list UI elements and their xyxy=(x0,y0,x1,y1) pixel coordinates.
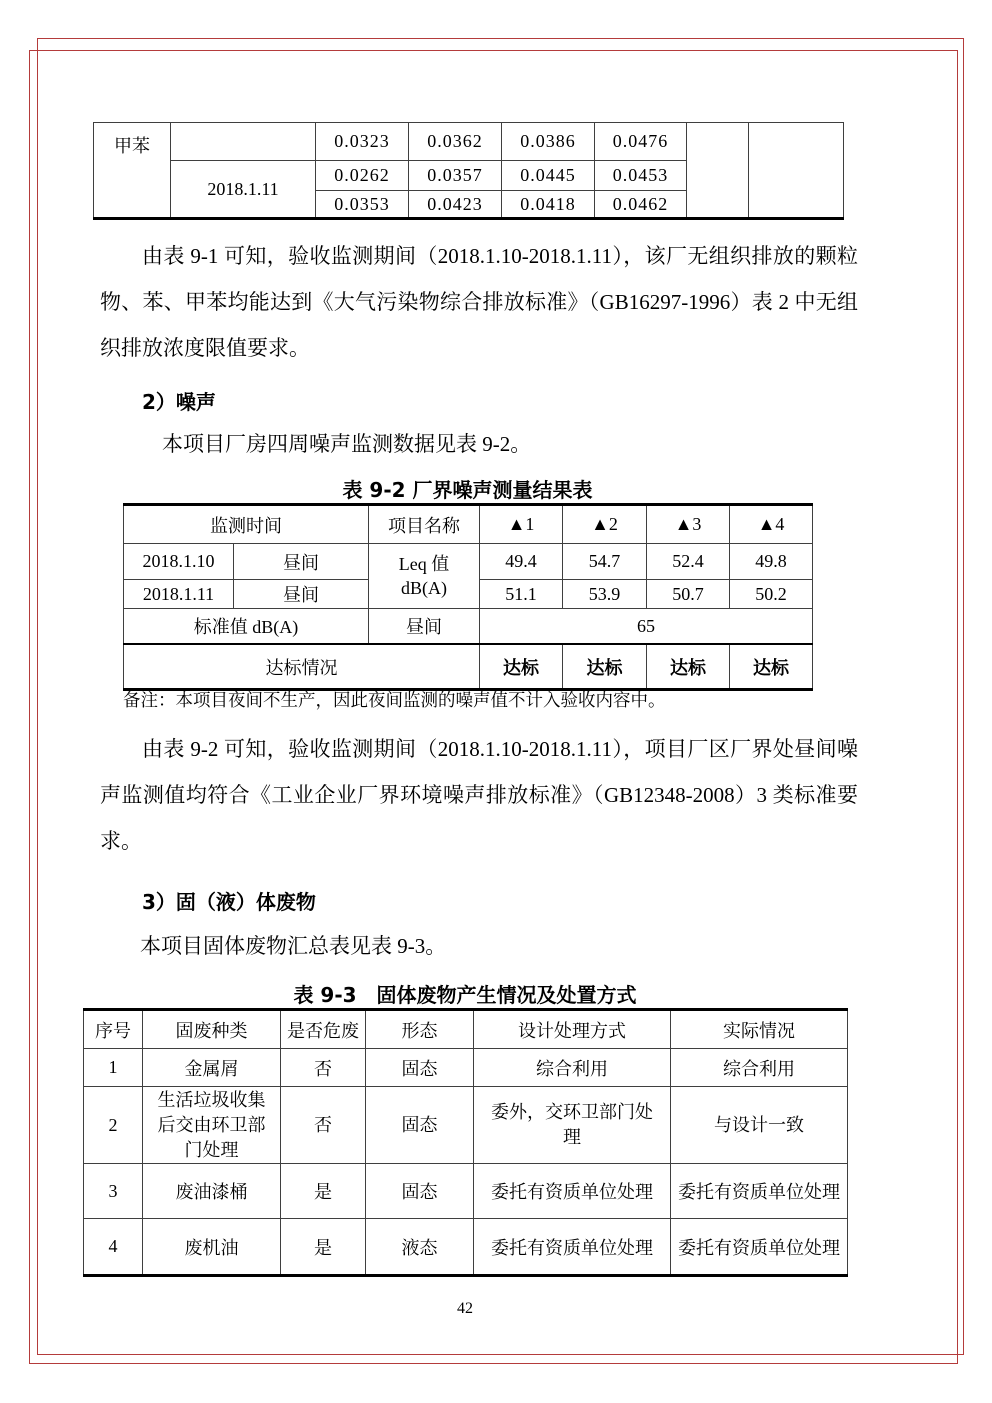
date-cell: 2018.1.10 xyxy=(124,544,234,580)
table92-footnote: 备注：本项目夜间不生产，因此夜间监测的噪声值不计入验收内容中。 xyxy=(123,690,666,710)
waste-row-cell: 生活垃圾收集后交由环卫部门处理 xyxy=(143,1087,281,1164)
value-cell: 0.0262 xyxy=(316,161,409,191)
leq-value: 50.2 xyxy=(730,580,813,609)
empty-date-cell xyxy=(171,123,316,161)
value-cell: 0.0323 xyxy=(316,123,409,161)
waste-row-cell: 委托有资质单位处理 xyxy=(671,1219,848,1276)
leq-line2: dB(A) xyxy=(401,578,447,598)
header-form: 形态 xyxy=(366,1010,474,1049)
header-point-1: ▲1 xyxy=(480,505,563,544)
leq-value: 54.7 xyxy=(563,544,647,580)
date-cell: 2018.1.11 xyxy=(171,161,316,219)
waste-row-cell: 固态 xyxy=(366,1087,474,1164)
waste-row-cell: 固态 xyxy=(366,1164,474,1219)
leq-value: 49.8 xyxy=(730,544,813,580)
waste-row-cell: 委托有资质单位处理 xyxy=(474,1164,671,1219)
compliance-cell: 达标 xyxy=(480,644,563,690)
standard-period: 昼间 xyxy=(369,609,480,645)
noise-measurement-table xyxy=(123,503,813,691)
section-heading-noise: 2）噪声 xyxy=(142,390,216,414)
fugitive-emission-table xyxy=(93,122,844,220)
header-hazardous: 是否危废 xyxy=(281,1010,366,1049)
value-cell: 0.0476 xyxy=(595,123,687,161)
noise-intro-text: 本项目厂房四周噪声监测数据见表 9-2。 xyxy=(162,432,532,456)
waste-row-cell: 固态 xyxy=(366,1049,474,1087)
value-cell: 0.0386 xyxy=(502,123,595,161)
waste-row-cell: 否 xyxy=(281,1087,366,1164)
header-designed-disposal: 设计处理方式 xyxy=(474,1010,671,1049)
waste-row-cell: 液态 xyxy=(366,1219,474,1276)
leq-value: 53.9 xyxy=(563,580,647,609)
solid-waste-intro-text: 本项目固体废物汇总表见表 9-3。 xyxy=(140,934,447,958)
header-point-4: ▲4 xyxy=(730,505,813,544)
waste-row-cell: 1 xyxy=(84,1049,143,1087)
waste-row-cell: 综合利用 xyxy=(474,1049,671,1087)
waste-row-cell: 委外，交环卫部门处理 xyxy=(474,1087,671,1164)
compliance-label: 达标情况 xyxy=(124,644,480,690)
header-waste-type: 固废种类 xyxy=(143,1010,281,1049)
value-cell: 0.0418 xyxy=(502,191,595,219)
value-cell: 0.0362 xyxy=(409,123,502,161)
waste-row-cell: 4 xyxy=(84,1219,143,1276)
waste-row-cell: 2 xyxy=(84,1087,143,1164)
header-point-3: ▲3 xyxy=(647,505,730,544)
header-item-name: 项目名称 xyxy=(369,505,480,544)
waste-row-cell: 否 xyxy=(281,1049,366,1087)
leq-label xyxy=(369,544,480,609)
waste-row-cell: 金属屑 xyxy=(143,1049,281,1087)
standard-value: 65 xyxy=(480,609,813,645)
paragraph-table91-conclusion: 由表 9-1 可知，验收监测期间（2018.1.10-2018.1.11），该厂无组织排放的颗粒物、苯、甲苯均能达到《大气污染物综合排放标准》（GB16297-1996）表 2 中无组织排放浓度限值要求。 xyxy=(100,244,858,360)
header-actual-situation: 实际情况 xyxy=(671,1010,848,1049)
date-cell: 2018.1.11 xyxy=(124,580,234,609)
value-cell: 0.0453 xyxy=(595,161,687,191)
value-cell: 0.0445 xyxy=(502,161,595,191)
compliance-cell: 达标 xyxy=(730,644,813,690)
leq-value: 50.7 xyxy=(647,580,730,609)
leq-value: 51.1 xyxy=(480,580,563,609)
waste-row-cell: 是 xyxy=(281,1164,366,1219)
waste-row-cell: 废油漆桶 xyxy=(143,1164,281,1219)
waste-row-cell: 3 xyxy=(84,1164,143,1219)
table93-title: 表 9-3 固体废物产生情况及处置方式 xyxy=(293,983,637,1007)
leq-line1: Leq 值 xyxy=(398,554,450,574)
header-point-2: ▲2 xyxy=(563,505,647,544)
compliance-cell: 达标 xyxy=(563,644,647,690)
period-cell: 昼间 xyxy=(234,544,369,580)
empty-cell xyxy=(749,123,844,219)
page-number: 42 xyxy=(457,1300,473,1317)
waste-row-cell: 与设计一致 xyxy=(671,1087,848,1164)
waste-row-cell: 委托有资质单位处理 xyxy=(671,1164,848,1219)
value-cell: 0.0423 xyxy=(409,191,502,219)
header-monitor-time: 监测时间 xyxy=(124,505,369,544)
waste-row-cell: 废机油 xyxy=(143,1219,281,1276)
waste-row-cell: 是 xyxy=(281,1219,366,1276)
leq-value: 49.4 xyxy=(480,544,563,580)
value-cell: 0.0357 xyxy=(409,161,502,191)
header-index: 序号 xyxy=(84,1010,143,1049)
paragraph-table92-conclusion: 由表 9-2 可知，验收监测期间（2018.1.10-2018.1.11），项目厂区厂界处昼间噪声监测值均符合《工业企业厂界环境噪声排放标准》（GB12348-2008）3 类标准要求。 xyxy=(100,737,858,853)
value-cell: 0.0353 xyxy=(316,191,409,219)
section-heading-solid-waste: 3）固（液）体废物 xyxy=(142,890,316,914)
waste-row-cell: 综合利用 xyxy=(671,1049,848,1087)
solid-waste-table xyxy=(83,1008,848,1277)
compliance-cell: 达标 xyxy=(647,644,730,690)
leq-value: 52.4 xyxy=(647,544,730,580)
empty-cell xyxy=(687,123,749,219)
table92-title: 表 9-2 厂界噪声测量结果表 xyxy=(342,478,593,502)
period-cell: 昼间 xyxy=(234,580,369,609)
waste-row-cell: 委托有资质单位处理 xyxy=(474,1219,671,1276)
value-cell: 0.0462 xyxy=(595,191,687,219)
standard-label: 标准值 dB(A) xyxy=(124,609,369,645)
substance-label: 甲苯 xyxy=(94,123,171,219)
